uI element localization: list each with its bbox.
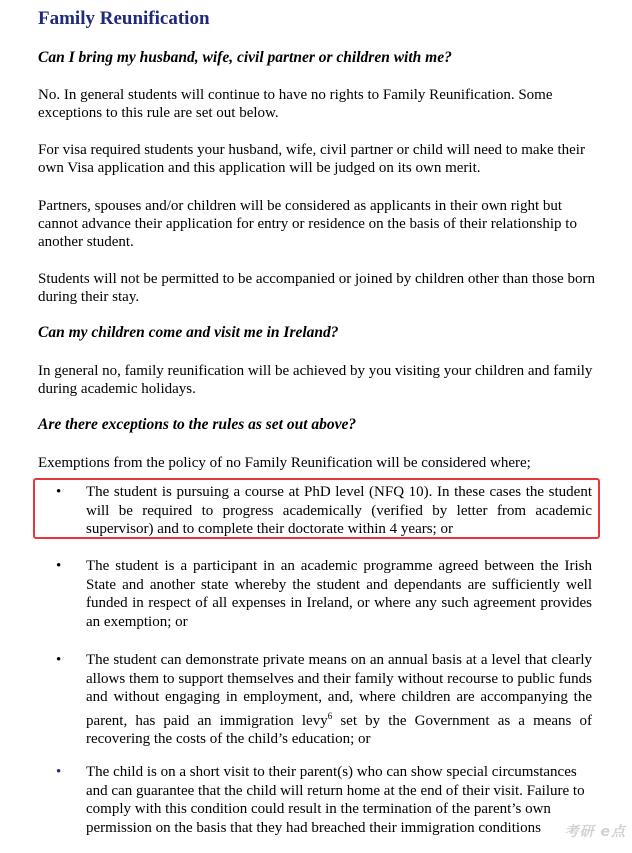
- bullet-icon: •: [56, 764, 62, 780]
- list-item-text: The child is on a short visit to their parent(s) who can show special circumstances and can guarantee that the child will return home at the end of their visit. Failure to comply with this condition could result in the termination of the parent’s own permission on the basis that they had breached their immigration conditions: [86, 764, 585, 836]
- question-bring-family: Can I bring my husband, wife, civil partner or children with me?: [38, 49, 452, 66]
- question-children-visit: Can my children come and visit me in Ireland?: [38, 324, 339, 341]
- watermark: 考研 e点: [564, 824, 626, 840]
- list-item-text-tail: set by the Government as a means of recovering the costs of the child’s education; or: [86, 712, 592, 747]
- question-exceptions: Are there exceptions to the rules as set out above?: [38, 416, 357, 433]
- paragraph-visa-required: For visa required students your husband, wife, civil partner or child will need to make their own Visa application and this application will be judged on its own merit.: [38, 142, 585, 176]
- paragraph-own-right: Partners, spouses and/or children will be considered as applicants in their own right but cannot advance their application for entry or residence on the basis of their relationship to another student.: [38, 198, 577, 250]
- list-item-text: The student is pursuing a course at PhD level (NFQ 10). In these cases the student will be required to progress academically (verified by letter from academic supervisor) and to complete their doctorate within 4 years; or: [86, 484, 592, 537]
- footnote-marker: 6: [327, 710, 333, 721]
- paragraph-children-born: Students will not be permitted to be accompanied or joined by children other than those born during their stay.: [38, 271, 595, 305]
- paragraph-academic-holidays: In general no, family reunification will be achieved by you visiting your children and family during academic holidays.: [38, 363, 593, 397]
- paragraph-exemptions-intro: Exemptions from the policy of no Family Reunification will be considered where;: [38, 455, 531, 471]
- list-item-text: The student is a participant in an academic programme agreed between the Irish State and another state whereby the student and dependants are sufficiently well funded in respect of all expenses in Ireland, or where any such agreement provides an exemption; or: [86, 558, 592, 630]
- paragraph-no-rights: No. In general students will continue to have no rights to Family Reunification. Some exceptions to this rule are set out below.: [38, 87, 553, 121]
- list-item-text: [86, 651, 592, 749]
- bullet-icon: •: [56, 484, 62, 500]
- bullet-icon: •: [56, 652, 62, 668]
- bullet-icon: •: [56, 558, 62, 574]
- list-item-text-main: The student can demonstrate private means on an annual basis at a level that clearly allows them to support themselves and their family without recourse to public funds and without engaging in employment, and, where children are accompanying the parent, has paid an immigration levy: [86, 652, 592, 729]
- page-title: Family Reunification: [38, 8, 210, 29]
